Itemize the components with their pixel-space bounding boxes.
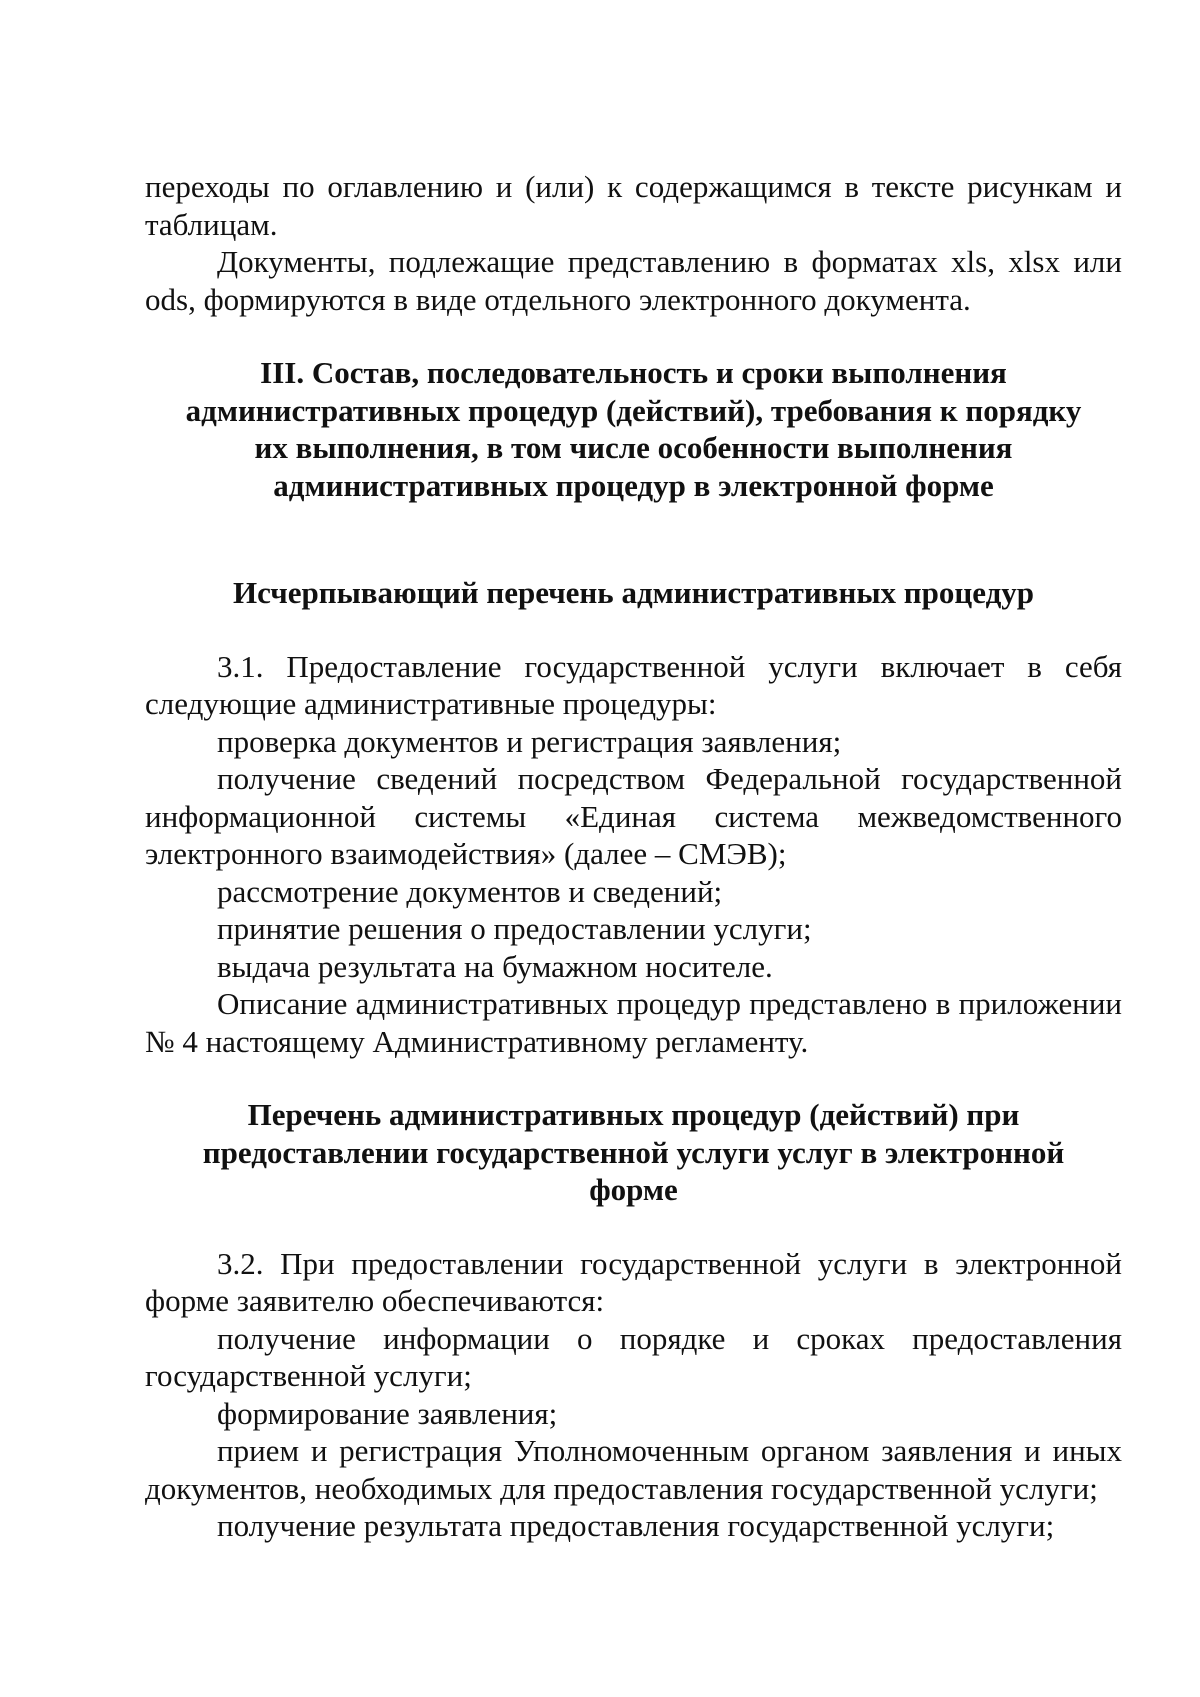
document-page	[145, 168, 1122, 1545]
subsection-title-1: Исчерпывающий перечень административных процедур	[232, 575, 1035, 610]
spacer	[145, 318, 1122, 354]
intro-paragraph-1: переходы по оглавлению и (или) к содержащимся в тексте рисункам и таблицам.	[145, 169, 1122, 242]
spacer	[145, 1209, 1122, 1245]
list-item: прием и регистрация Уполномоченным органом заявления и иных документов, необходимых для предоставления государственной услуги;	[145, 1433, 1122, 1506]
list-item: получение результата предоставления государственной услуги;	[217, 1508, 1055, 1543]
list-item: получение информации о порядке и сроках предоставления государственной услуги;	[145, 1320, 1122, 1393]
spacer	[145, 612, 1122, 648]
description-paragraph: Описание административных процедур представлено в приложении № 4 настоящему Административному регламенту.	[145, 986, 1122, 1059]
spacer	[145, 504, 1122, 574]
paragraph-3-2: 3.2. При предоставлении государственной услуги в электронной форме заявителю обеспечиваются:	[145, 1245, 1122, 1318]
list-item: проверка документов и регистрация заявления;	[217, 723, 842, 759]
list-item: получение сведений посредством Федеральной государственной информационной системы «Единая система межведомственного электронного взаимодействия» (далее – СМЭВ);	[145, 761, 1122, 871]
list-item: выдача результата на бумажном носителе.	[217, 948, 773, 984]
paragraph-3-1: 3.1. Предоставление государственной услуги включает в себя следующие административные процедуры:	[145, 648, 1122, 721]
spacer	[145, 1060, 1122, 1096]
list-item: принятие решения о предоставлении услуги;	[217, 911, 812, 946]
subsection-title-2: Перечень административных процедур (действий) при предоставлении государственной услуги услуг в электронной форме	[202, 1097, 1065, 1207]
intro-paragraph-2: Документы, подлежащие представлению в форматах xls, xlsx или ods, формируются в виде отдельного электронного документа.	[145, 244, 1122, 317]
list-item: рассмотрение документов и сведений;	[217, 873, 723, 909]
list-item: формирование заявления;	[217, 1395, 558, 1431]
section-title: III. Состав, последовательность и сроки выполнения административных процедур (действий), требования к порядку их выполнения, в том числе особенности выполнения административных процедур в электронной форме	[185, 355, 1082, 503]
